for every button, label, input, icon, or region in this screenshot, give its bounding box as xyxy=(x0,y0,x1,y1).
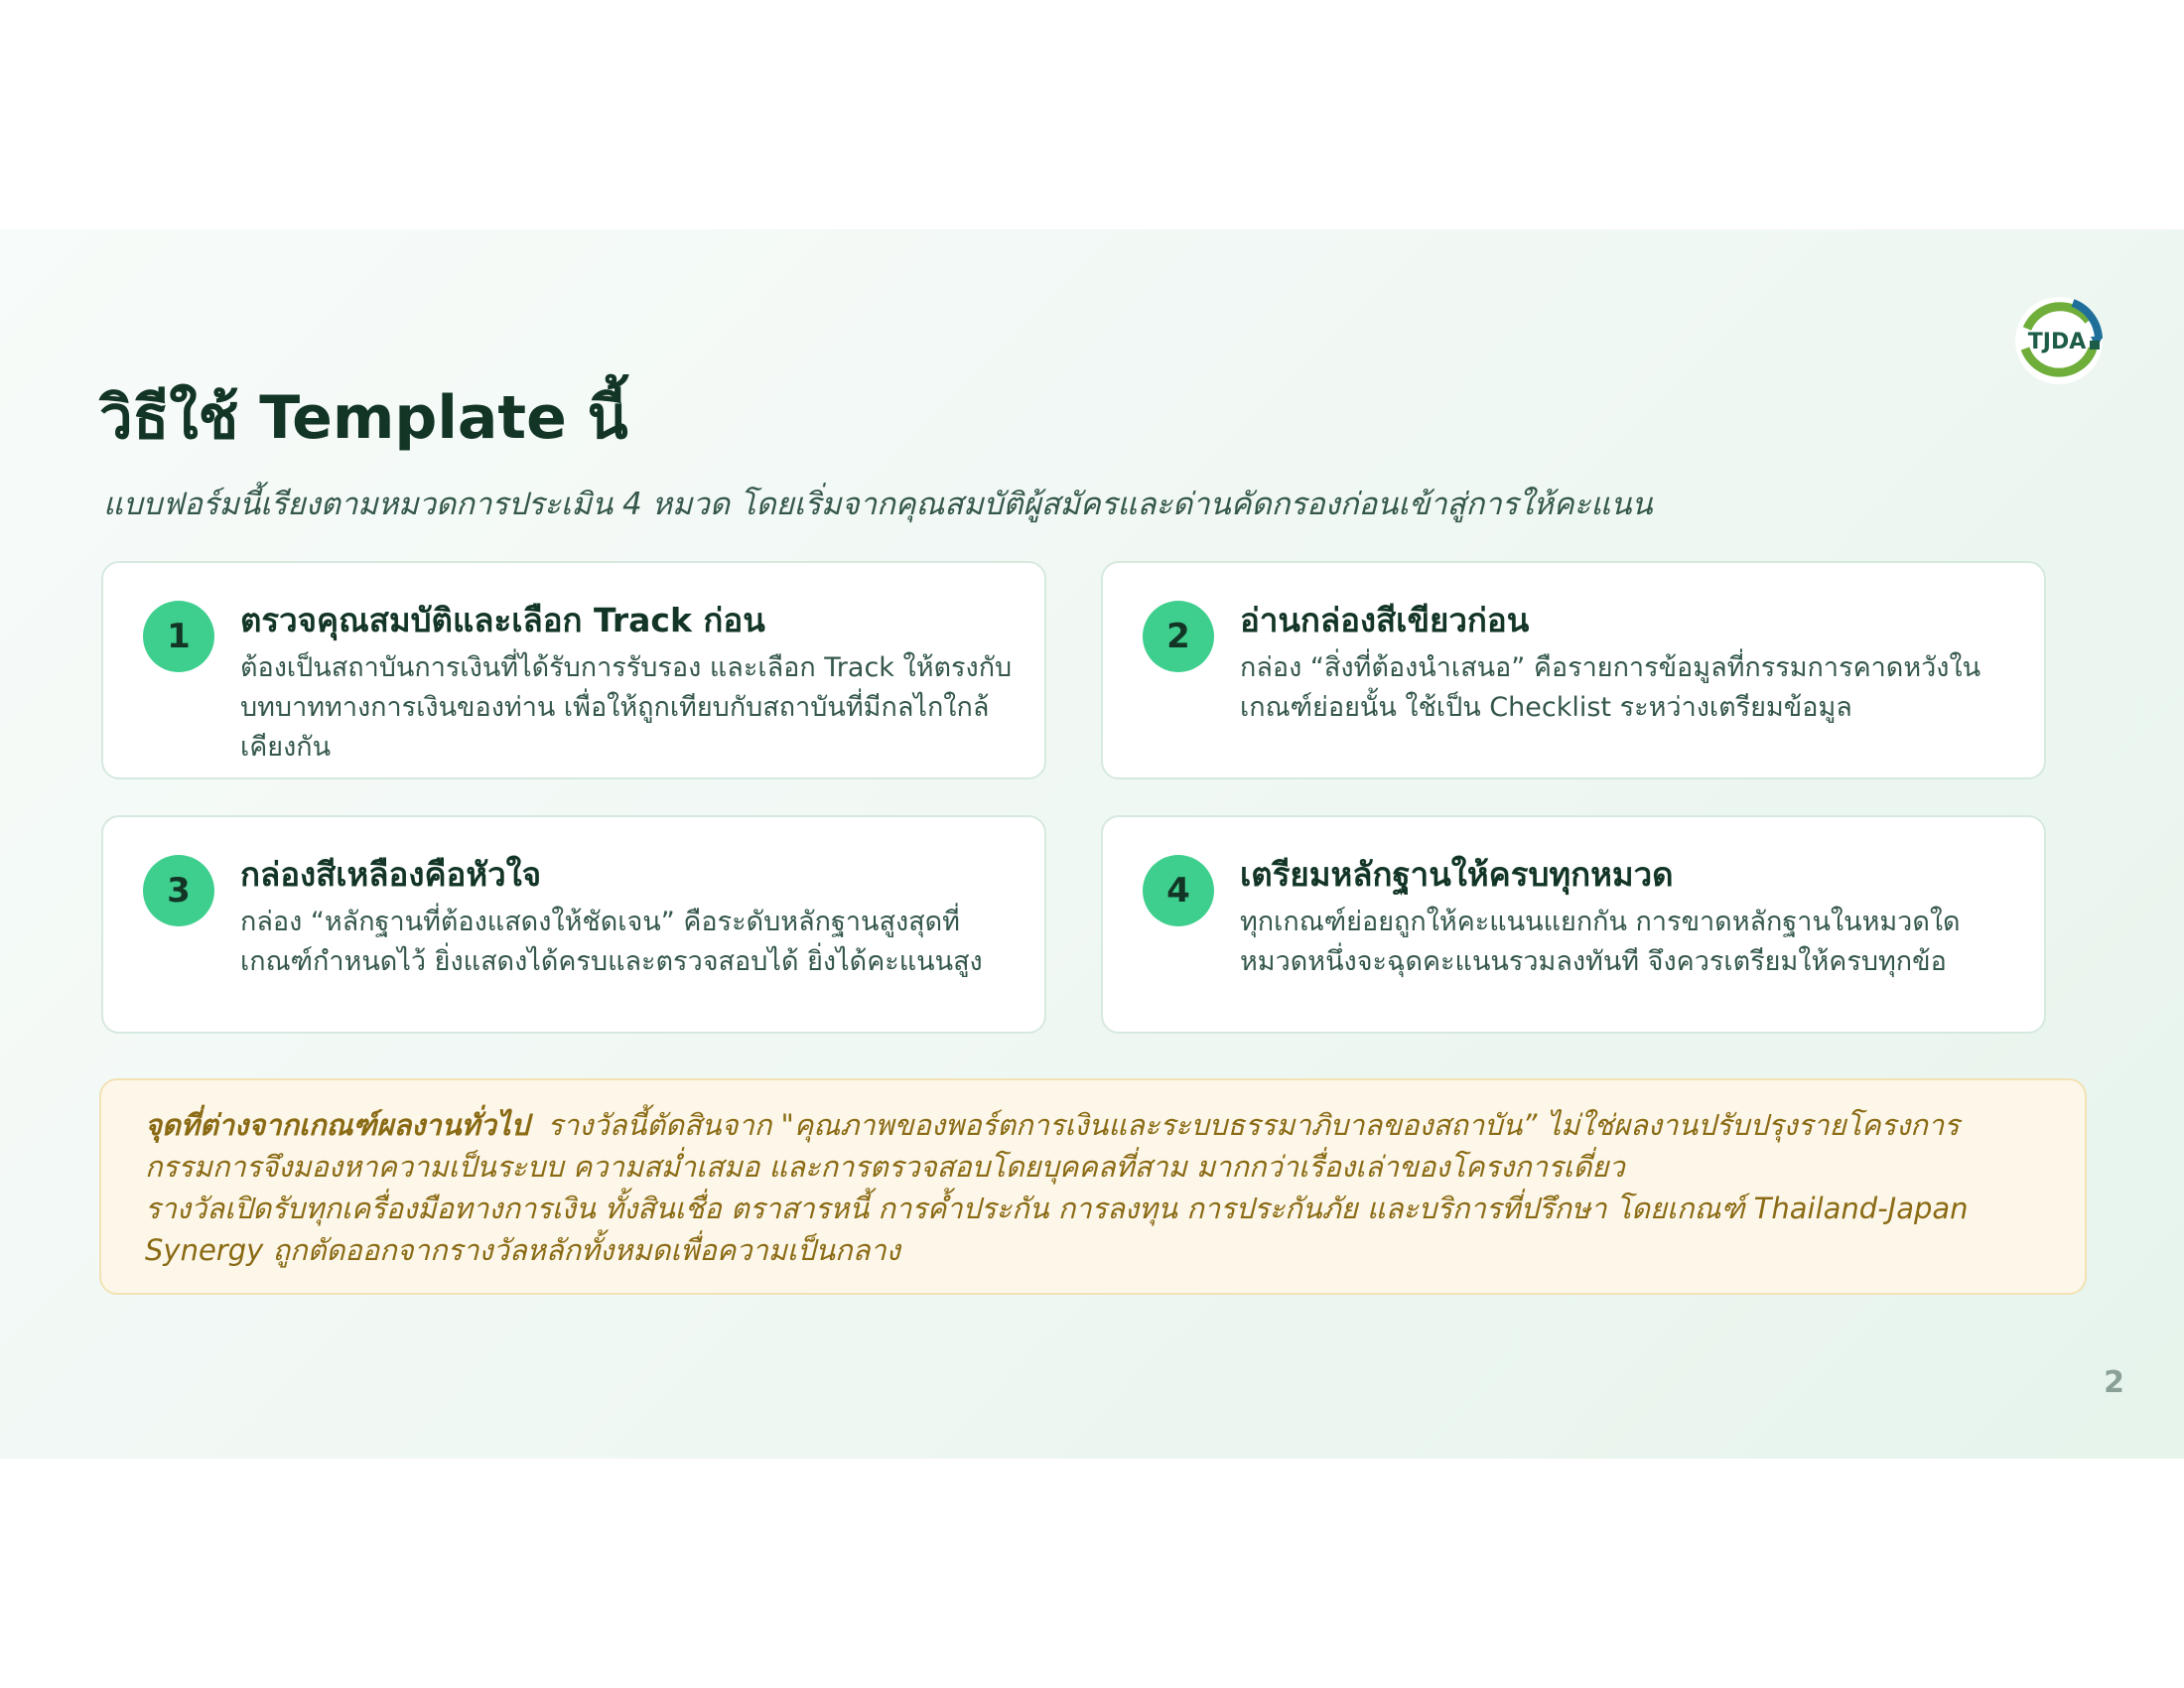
step-card-2 xyxy=(1101,561,2046,779)
step-number-badge: 2 xyxy=(1143,601,1214,672)
step-description: กล่อง “สิ่งที่ต้องนำเสนอ” คือรายการข้อมูลที่กรรมการคาดหวังในเกณฑ์ย่อยนั้น ใช้เป็น Checklist ระหว่างเตรียมข้อมูล xyxy=(1240,652,1981,723)
page-number: 2 xyxy=(2104,1365,2124,1400)
step-title: เตรียมหลักฐานให้ครบทุกหมวด xyxy=(1240,855,1674,894)
step-title: อ่านกล่องสีเขียวก่อน xyxy=(1240,601,1530,639)
step-number-badge: 3 xyxy=(143,855,214,926)
step-title: ตรวจคุณสมบัติและเลือก Track ก่อน xyxy=(240,601,765,639)
step-description: กล่อง “หลักฐานที่ต้องแสดงให้ชัดเจน” คือระดับหลักฐานสูงสุดที่เกณฑ์กำหนดไว้ ยิ่งแสดงได้ครบและตรวจสอบได้ ยิ่งได้คะแนนสูง xyxy=(240,907,983,977)
step-description: ต้องเป็นสถาบันการเงินที่ได้รับการรับรอง และเลือก Track ให้ตรงกับบทบาททางการเงินของท่าน เพื่อให้ถูกเทียบกับสถาบันที่มีกลไกใกล้เคียงกัน xyxy=(240,652,1013,763)
slide xyxy=(0,229,2184,1459)
note-paragraph-1: รางวัลนี้ตัดสินจาก "คุณภาพของพอร์ตการเงินและระบบธรรมาภิบาลของสถาบัน” ไม่ใช่ผลงานปรับปรุงรายโครงการ กรรมการจึงมองหาความเป็นระบบ ความสม่ำเสมอ และการตรวจสอบโดยบุคคลที่สาม มากกว่าเรื่องเล่าของโครงการเดี่ยว xyxy=(145,1108,1960,1184)
step-number-badge: 4 xyxy=(1143,855,1214,926)
tjda-logo xyxy=(2011,293,2107,388)
page-title: วิธีใช้ Template นี้ xyxy=(99,383,628,453)
step-description: ทุกเกณฑ์ย่อยถูกให้คะแนนแยกกัน การขาดหลักฐานในหมวดใดหมวดหนึ่งจะฉุดคะแนนรวมลงทันที จึงควรเตรียมให้ครบทุกข้อ xyxy=(1240,907,1961,977)
step-card-4 xyxy=(1101,815,2046,1034)
difference-note-box xyxy=(99,1078,2087,1295)
step-number-badge: 1 xyxy=(143,601,214,672)
logo-text: TJDA xyxy=(2027,330,2087,354)
note-lead: จุดที่ต่างจากเกณฑ์ผลงานทั่วไป xyxy=(145,1108,529,1142)
note-body xyxy=(145,1104,2051,1271)
note-paragraph-2: รางวัลเปิดรับทุกเครื่องมือทางการเงิน ทั้งสินเชื่อ ตราสารหนี้ การค้ำประกัน การลงทุน การประกันภัย และบริการที่ปรึกษา โดยเกณฑ์ Thailand-Japan Synergy ถูกตัดออกจากรางวัลหลักทั้งหมดเพื่อความเป็นกลาง xyxy=(145,1192,1969,1267)
tjda-logo-graphic xyxy=(2011,293,2107,388)
step-card-1 xyxy=(101,561,1046,779)
step-card-3 xyxy=(101,815,1046,1034)
step-title: กล่องสีเหลืองคือหัวใจ xyxy=(240,855,542,894)
page-subtitle: แบบฟอร์มนี้เรียงตามหมวดการประเมิน 4 หมวด โดยเริ่มจากคุณสมบัติผู้สมัครและด่านคัดกรองก่อนเข้าสู่การให้คะแนน xyxy=(103,487,1653,522)
